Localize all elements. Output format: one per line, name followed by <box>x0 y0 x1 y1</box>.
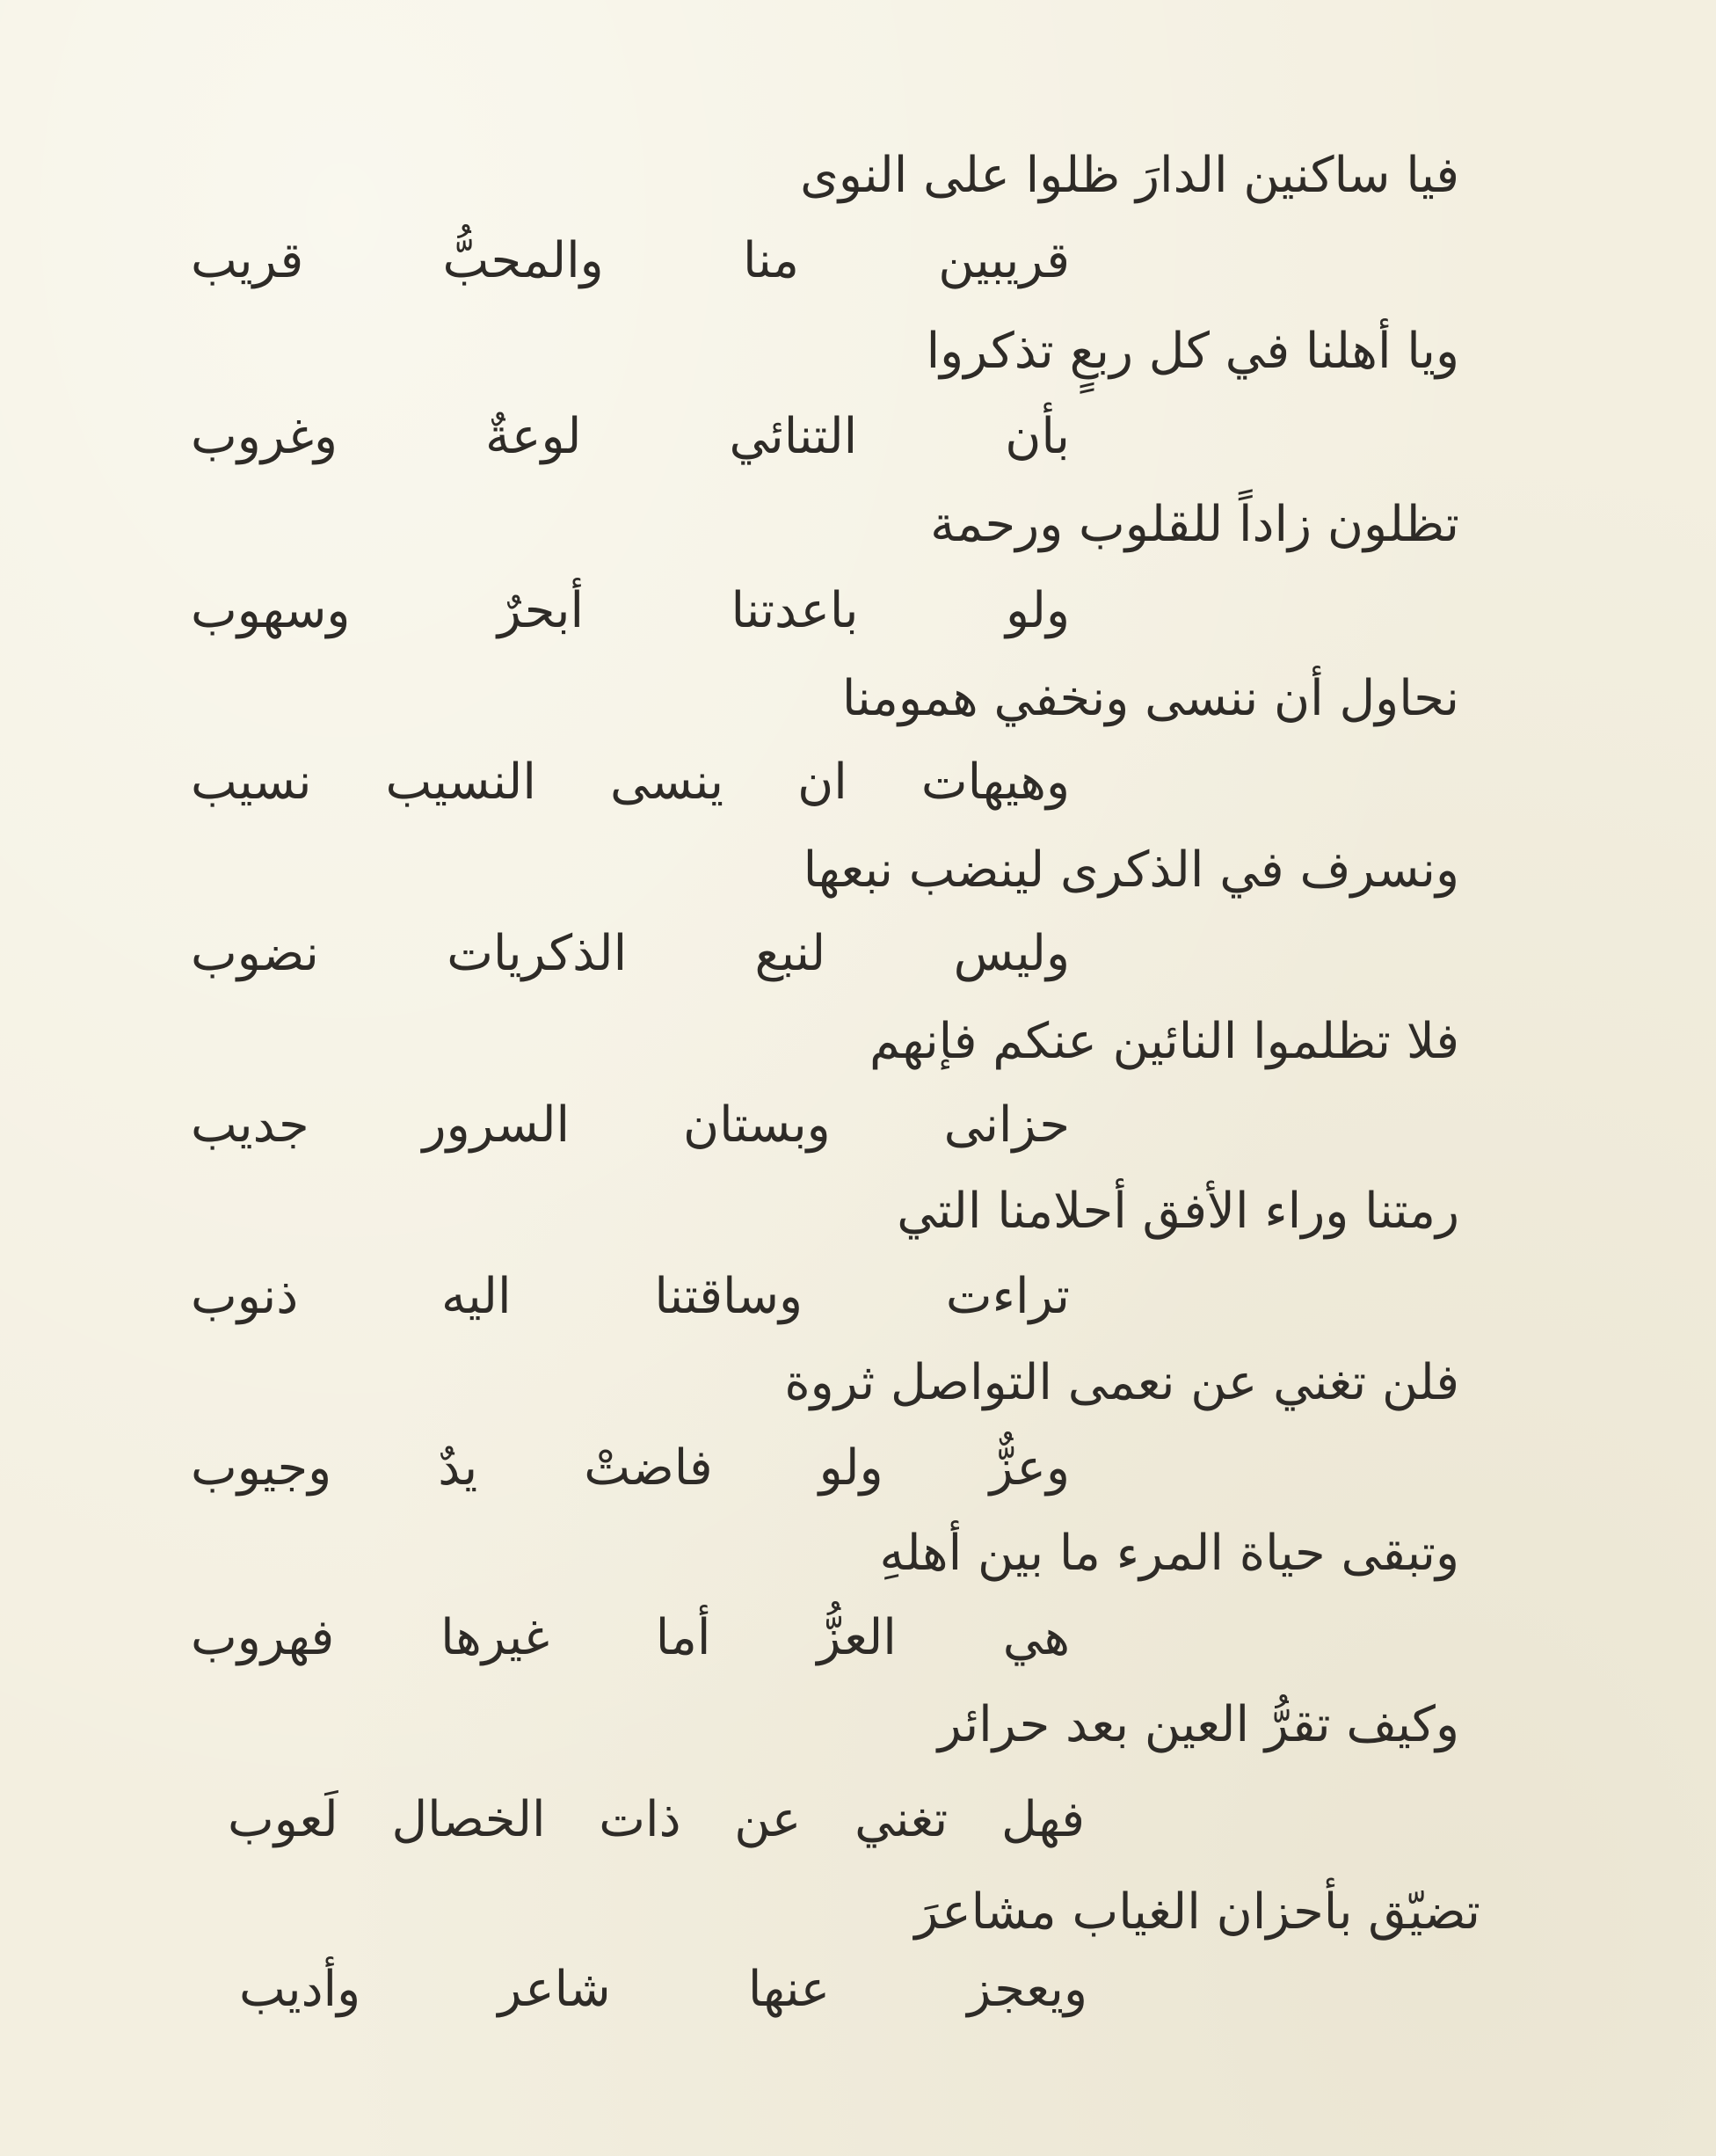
verse-4-second-hemistich: وهيهات ان ينسى النسيب نسيب <box>191 754 1070 811</box>
verse-7-first-hemistich: رمتنا وراء الأفق أحلامنا التي <box>897 1183 1459 1240</box>
verse-11-first-hemistich: تضيّق بأحزان الغياب مشاعرَ <box>914 1883 1480 1941</box>
verse-10-first-hemistich: وكيف تقرُّ العين بعد حرائر <box>937 1696 1459 1753</box>
verse-3-first-hemistich: تظلون زاداً للقلوب ورحمة <box>930 496 1459 553</box>
verse-9-second-hemistich: هي العزُّ أما غيرها فهروب <box>191 1609 1070 1666</box>
verse-2-second-hemistich: بأن التنائي لوعةٌ وغروب <box>191 408 1070 465</box>
verse-2-first-hemistich: ويا أهلنا في كل ربعٍ تذكروا <box>926 323 1459 380</box>
verse-11-second-hemistich: ويعجز عنها شاعر وأديب <box>239 1961 1087 2018</box>
verse-6-second-hemistich: حزانى وبستان السرور جديب <box>191 1096 1070 1154</box>
verse-10-second-hemistich: فهل تغني عن ذات الخصال لَعوب <box>228 1791 1085 1848</box>
verse-9-first-hemistich: وتبقى حياة المرء ما بين أهلهِ <box>879 1525 1459 1582</box>
verse-3-second-hemistich: ولو باعدتنا أبحرٌ وسهوب <box>191 582 1070 639</box>
verse-8-second-hemistich: وعزٌّ ولو فاضتْ يدٌ وجيوب <box>191 1439 1070 1497</box>
verse-8-first-hemistich: فلن تغني عن نعمى التواصل ثروة <box>784 1354 1459 1411</box>
verse-4-first-hemistich: نحاول أن ننسى ونخفي همومنا <box>841 670 1459 727</box>
verse-7-second-hemistich: تراءت وساقتنا اليه ذنوب <box>191 1268 1070 1325</box>
verse-5-second-hemistich: وليس لنبع الذكريات نضوب <box>191 925 1070 982</box>
verse-5-first-hemistich: ونسرف في الذكرى لينضب نبعها <box>803 841 1459 899</box>
verse-1-second-hemistich: قريبين منا والمحبُّ قريب <box>191 232 1070 289</box>
verse-1-first-hemistich: فيا ساكنين الدارَ ظلوا على النوى <box>800 147 1459 204</box>
verse-6-first-hemistich: فلا تظلموا النائين عنكم فإنهم <box>869 1013 1459 1070</box>
